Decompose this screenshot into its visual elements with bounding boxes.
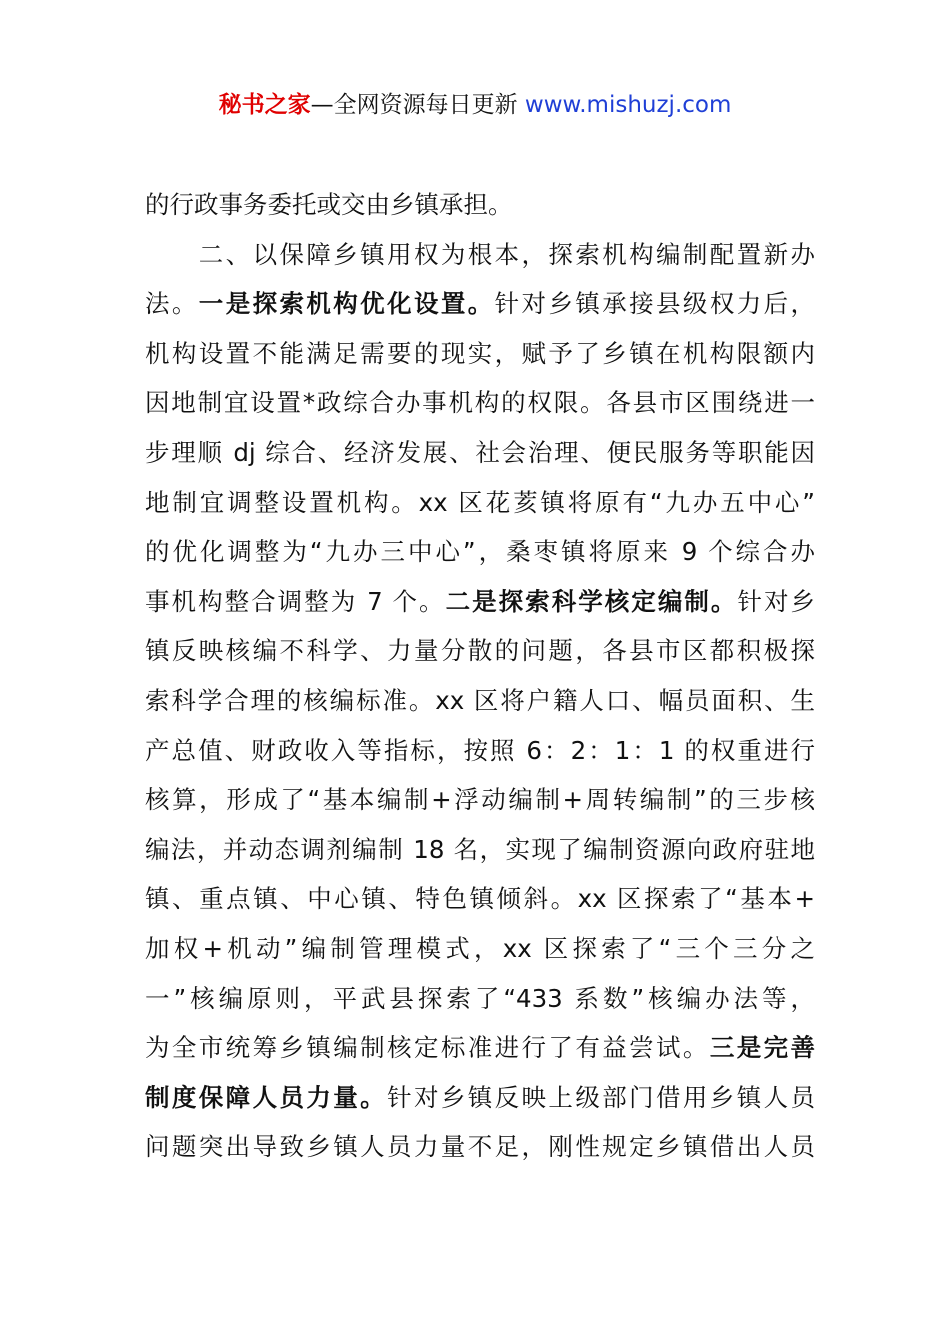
- text-line: [145, 626, 815, 676]
- site-slogan: —全网资源每日更新: [310, 92, 525, 118]
- body-text: 核算，形成了“基本编制+浮动编制+周转编制”的三步核: [145, 785, 815, 815]
- text-line: [145, 1073, 815, 1123]
- bold-heading-text: 制度保障人员力量。: [145, 1082, 388, 1112]
- body-text: 针对乡: [737, 586, 816, 616]
- text-line: [145, 974, 815, 1024]
- bold-heading-text: 一是探索机构优化设置。: [198, 289, 495, 319]
- text-line: [145, 726, 815, 776]
- site-header: [0, 88, 950, 122]
- body-text: 问题突出导致乡镇人员力量不足，刚性规定乡镇借出人员: [145, 1132, 815, 1162]
- body-text: 二、以保障乡镇用权为根本，探索机构编制配置新办: [145, 239, 815, 269]
- body-text: 镇、重点镇、中心镇、特色镇倾斜。xx 区探索了“基本+: [145, 884, 815, 914]
- body-text: 镇反映核编不科学、力量分散的问题，各县市区都积极探: [145, 636, 815, 666]
- body-text: 法。: [145, 289, 199, 319]
- body-text: 的行政事务委托或交由乡镇承担。: [145, 190, 513, 219]
- text-line: [145, 825, 815, 875]
- text-line: [145, 378, 815, 428]
- text-line: [145, 775, 815, 825]
- text-line: [145, 924, 815, 974]
- body-text: 针对乡镇承接县级权力后，: [494, 289, 816, 319]
- text-line: [145, 676, 815, 726]
- body-text: 地制宜调整设置机构。xx 区花荄镇将原有“九办五中心”: [145, 487, 815, 517]
- text-line: [145, 527, 815, 577]
- body-text: 加权+机动”编制管理模式，xx 区探索了“三个三分之: [145, 934, 815, 963]
- text-line: [145, 279, 815, 329]
- body-text: 针对乡镇反映上级部门借用乡镇人员: [387, 1082, 815, 1112]
- body-text: 的优化调整为“九办三中心”，桑枣镇将原来 9 个综合办: [145, 537, 815, 567]
- text-line: [145, 180, 815, 230]
- body-text: 编法，并动态调剂编制 18 名，实现了编制资源向政府驻地: [145, 834, 815, 864]
- text-line: [145, 1023, 815, 1073]
- body-text: 产总值、财政收入等指标，按照 6：2：1：1 的权重进行: [145, 735, 815, 765]
- text-line: [145, 230, 815, 280]
- body-text: 一”核编原则，平武县探索了“433 系数”核编办法等，: [145, 983, 815, 1013]
- body-text: 步理顺 dj 综合、经济发展、社会治理、便民服务等职能因: [145, 438, 815, 467]
- body-text: 因地制宜设置*政综合办事机构的权限。各县市区围绕进一: [145, 388, 815, 418]
- text-line: [145, 428, 815, 478]
- text-line: [145, 1122, 815, 1172]
- text-line: [145, 478, 815, 528]
- site-url-link[interactable]: www.mishuzj.com: [524, 92, 732, 118]
- text-line: [145, 874, 815, 924]
- site-brand: 秘书之家: [218, 92, 311, 118]
- text-line: [145, 577, 815, 627]
- body-text: 机构设置不能满足需要的现实，赋予了乡镇在机构限额内: [145, 338, 815, 368]
- bold-heading-text: 三是完善: [709, 1033, 815, 1063]
- text-line: [145, 329, 815, 379]
- bold-heading-text: 二是探索科学核定编制。: [445, 586, 738, 616]
- body-text: 为全市统筹乡镇编制核定标准进行了有益尝试。: [145, 1033, 710, 1063]
- body-text: 事机构整合调整为 7 个。: [145, 586, 446, 616]
- body-text: 索科学合理的核编标准。xx 区将户籍人口、幅员面积、生: [145, 686, 815, 715]
